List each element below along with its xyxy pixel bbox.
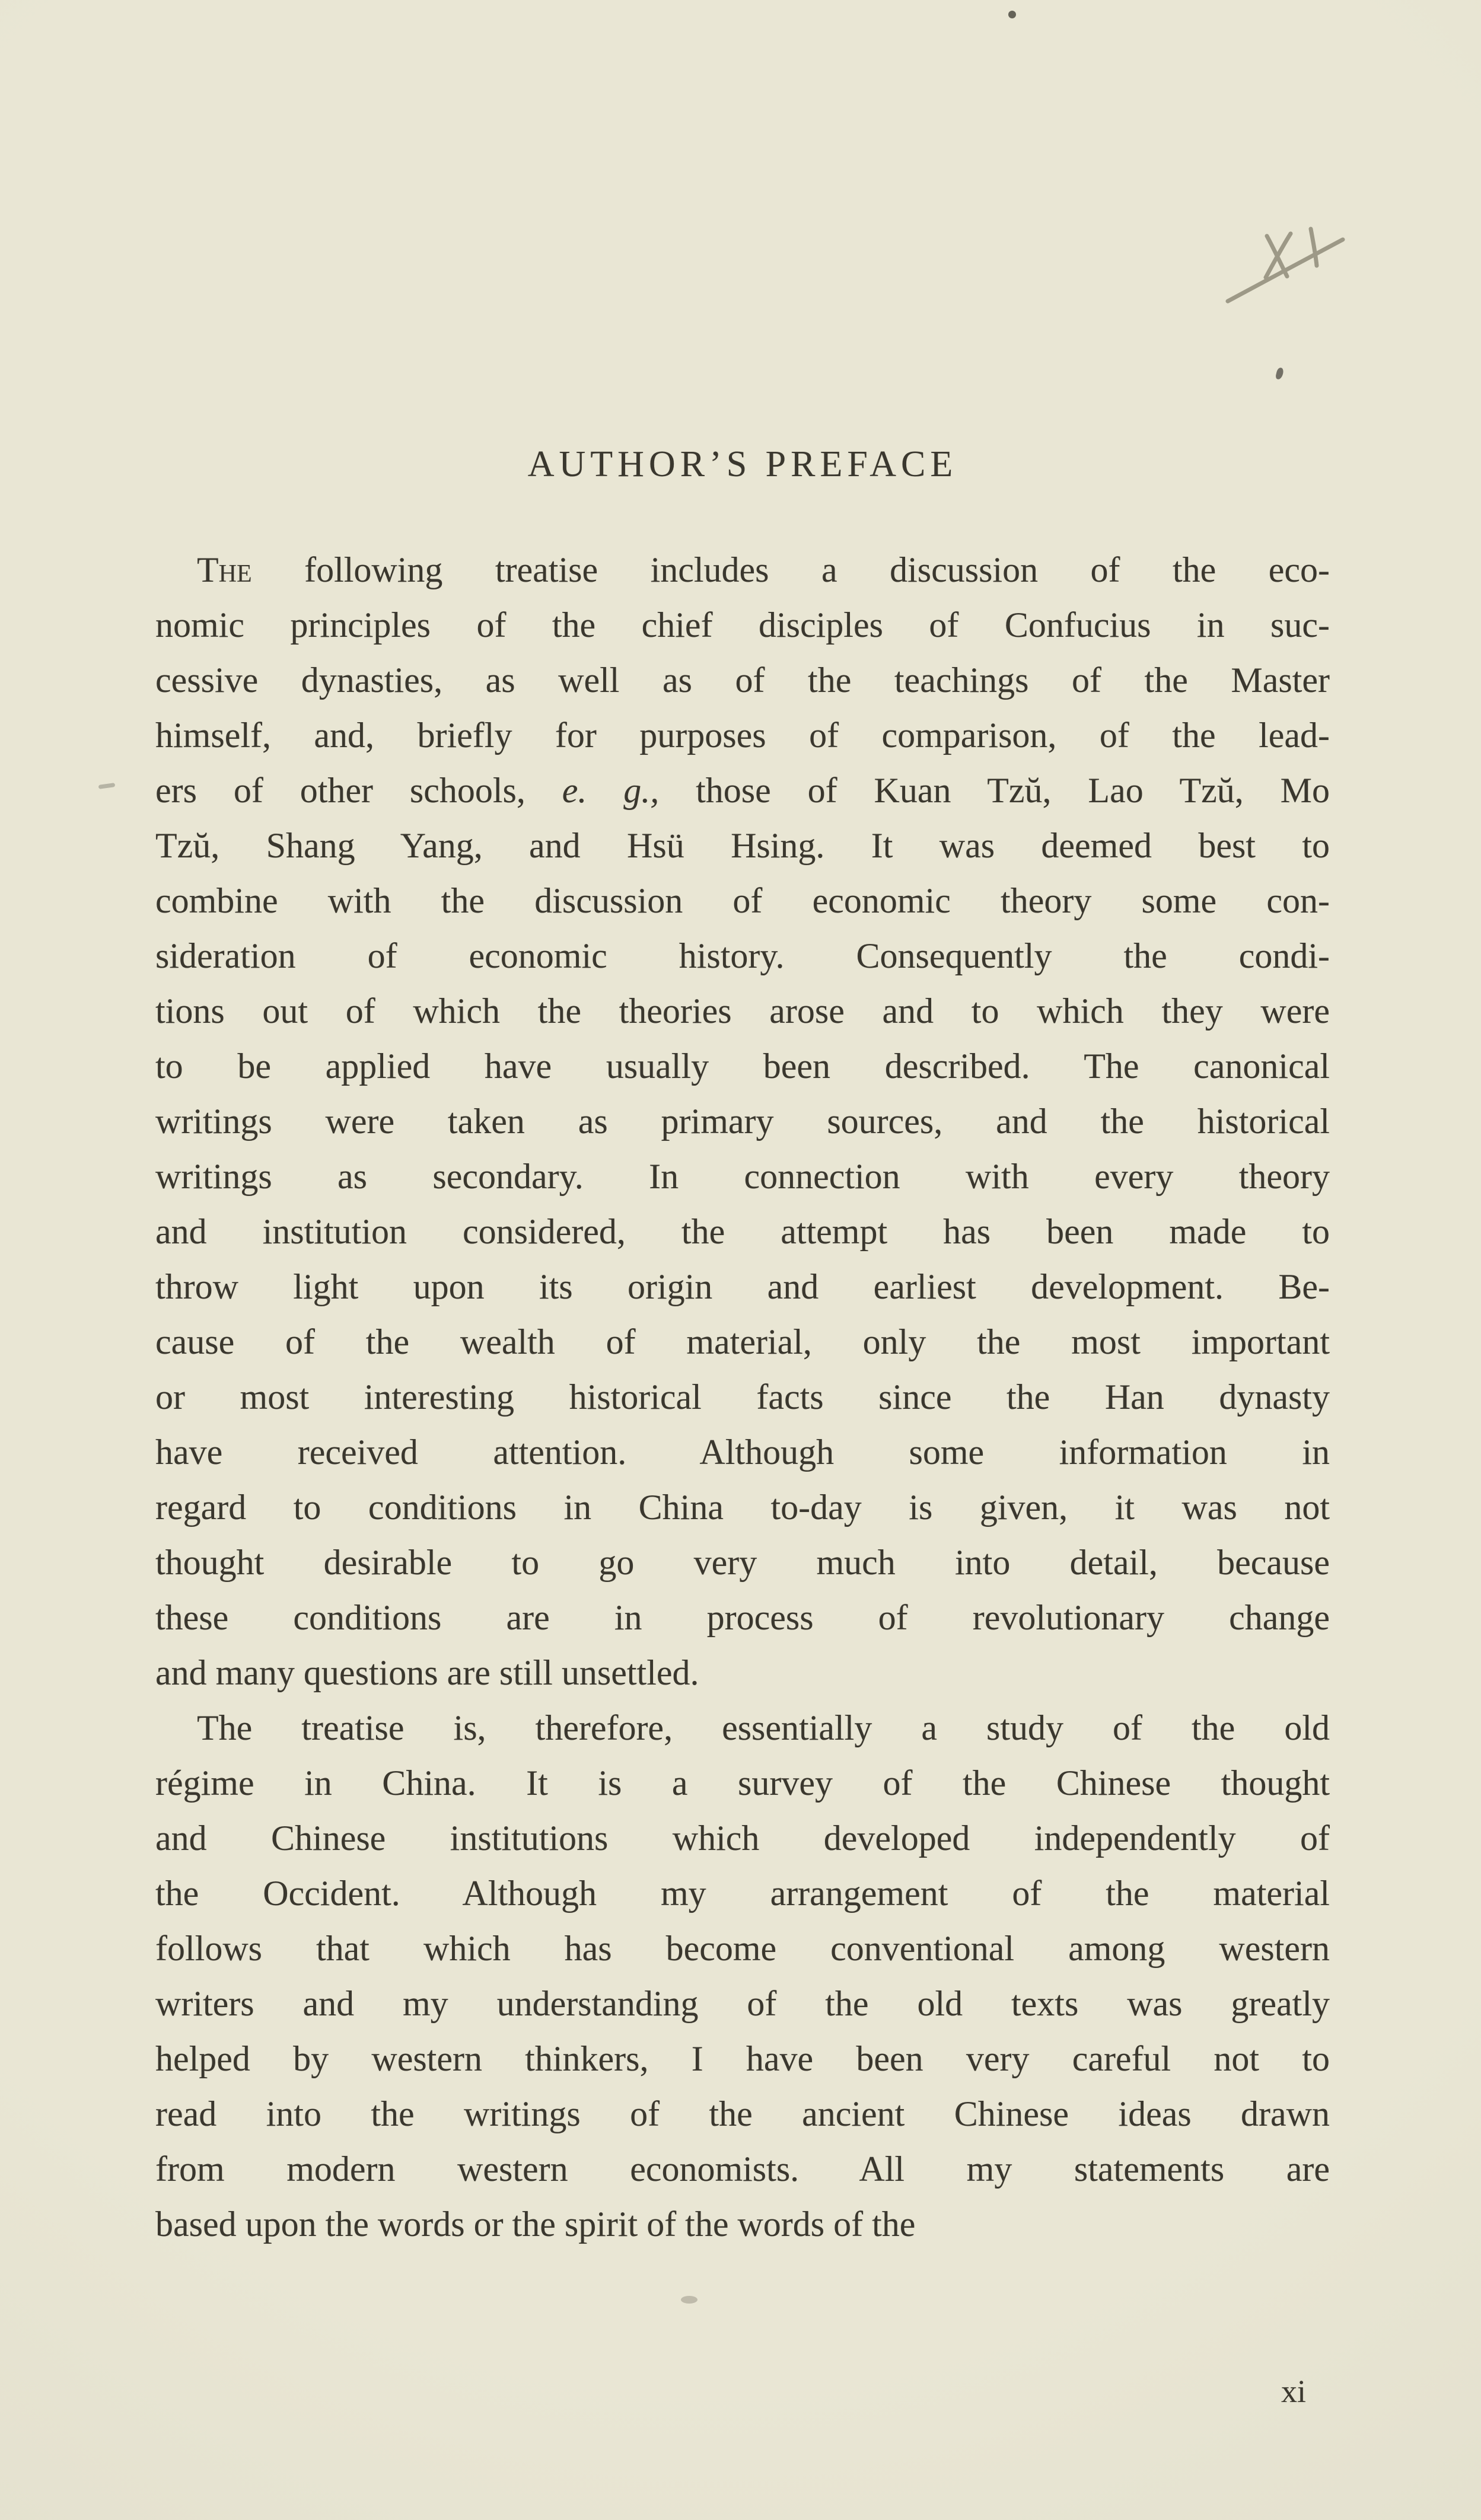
text-segment: throw light upon its origin and earliest development. Be-	[155, 1267, 1330, 1306]
text-segment: from modern western economists. All my statements are	[155, 2149, 1330, 2189]
page-number: xi	[1281, 2374, 1307, 2409]
text-segment: régime in China. It is a survey of the Chinese thought	[155, 1763, 1330, 1803]
text-line	[155, 1756, 1330, 1811]
text-line	[155, 2197, 1330, 2252]
text-segment: read into the writings of the ancient Chinese ideas drawn	[155, 2094, 1330, 2133]
text-line	[155, 2031, 1330, 2087]
text-segment: cause of the wealth of material, only the most important	[155, 1322, 1330, 1361]
text-line	[155, 1039, 1330, 1094]
text-line	[155, 2142, 1330, 2197]
text-segment: regard to conditions in China to-day is given, it was not	[155, 1488, 1330, 1527]
body-text	[155, 543, 1330, 2252]
small-caps-text: The	[197, 550, 252, 589]
text-line	[155, 1811, 1330, 1866]
italic-text: e. g.,	[562, 771, 660, 810]
text-segment: these conditions are in process of revolutionary change	[155, 1598, 1330, 1637]
text-segment: The treatise is, therefore, essentially a study of the old	[197, 1708, 1330, 1747]
page-title: AUTHOR’S PREFACE	[527, 444, 958, 484]
text-segment: nomic principles of the chief disciples of Confucius in suc-	[155, 605, 1330, 645]
text-line	[155, 1701, 1330, 1756]
text-line	[155, 1094, 1330, 1149]
text-line	[155, 543, 1330, 598]
text-line	[155, 929, 1330, 984]
text-segment: cessive dynasties, as well as of the teachings of the Master	[155, 661, 1330, 700]
text-segment: based upon the words or the spirit of the words of the	[155, 2205, 916, 2244]
text-line	[155, 1976, 1330, 2031]
text-segment: follows that which has become conventional among western	[155, 1929, 1330, 1968]
text-line	[155, 653, 1330, 708]
text-segment: have received attention. Although some information in	[155, 1433, 1330, 1472]
text-segment: ers of other schools,	[155, 771, 562, 810]
text-segment: writings were taken as primary sources, and the historical	[155, 1102, 1330, 1141]
text-segment: combine with the discussion of economic theory some con-	[155, 881, 1330, 920]
scan-artifact-mark	[1275, 367, 1285, 380]
text-segment: those of Kuan Tzŭ, Lao Tzŭ, Mo	[659, 771, 1330, 810]
text-segment: and Chinese institutions which developed independently of	[155, 1819, 1330, 1858]
text-segment: following treatise includes a discussion of the eco-	[251, 550, 1330, 589]
text-line	[155, 873, 1330, 929]
text-segment: to be applied have usually been described. The canonical	[155, 1047, 1330, 1086]
text-segment: Tzŭ, Shang Yang, and Hsü Hsing. It was deemed best to	[155, 826, 1330, 865]
text-line	[155, 818, 1330, 873]
text-line	[155, 1645, 1330, 1701]
text-segment: helped by western thinkers, I have been very careful not to	[155, 2039, 1330, 2078]
text-line	[155, 598, 1330, 653]
text-segment: and institution considered, the attempt has been made to	[155, 1212, 1330, 1251]
text-line	[155, 1921, 1330, 1976]
text-line	[155, 1480, 1330, 1535]
text-segment: writings as secondary. In connection with every theory	[155, 1157, 1330, 1196]
text-segment: himself, and, briefly for purposes of comparison, of the lead-	[155, 716, 1330, 755]
text-line	[155, 1425, 1330, 1480]
scan-artifact-smudge	[681, 2296, 697, 2304]
text-segment: the Occident. Although my arrangement of the material	[155, 1874, 1330, 1913]
text-line	[155, 2087, 1330, 2142]
text-line	[155, 1370, 1330, 1425]
scan-artifact-margin-dash	[98, 783, 116, 789]
text-segment: tions out of which the theories arose and to which they were	[155, 991, 1330, 1031]
paragraph	[155, 1701, 1330, 2252]
pencil-mark-annotation	[1221, 218, 1351, 313]
text-line	[155, 984, 1330, 1039]
text-line	[155, 1149, 1330, 1204]
text-line	[155, 763, 1330, 818]
text-line	[155, 708, 1330, 763]
text-line	[155, 1315, 1330, 1370]
text-segment: and many questions are still unsettled.	[155, 1653, 699, 1692]
text-segment: thought desirable to go very much into detail, because	[155, 1543, 1330, 1582]
paragraph	[155, 543, 1330, 1701]
text-line	[155, 1259, 1330, 1315]
text-line	[155, 1590, 1330, 1645]
text-line	[155, 1866, 1330, 1921]
text-line	[155, 1535, 1330, 1590]
text-segment: writers and my understanding of the old texts was greatly	[155, 1984, 1330, 2023]
text-segment: or most interesting historical facts since the Han dynasty	[155, 1377, 1330, 1417]
text-line	[155, 1204, 1330, 1259]
scan-artifact-dot	[1008, 11, 1016, 18]
text-segment: sideration of economic history. Consequently the condi-	[155, 936, 1330, 975]
